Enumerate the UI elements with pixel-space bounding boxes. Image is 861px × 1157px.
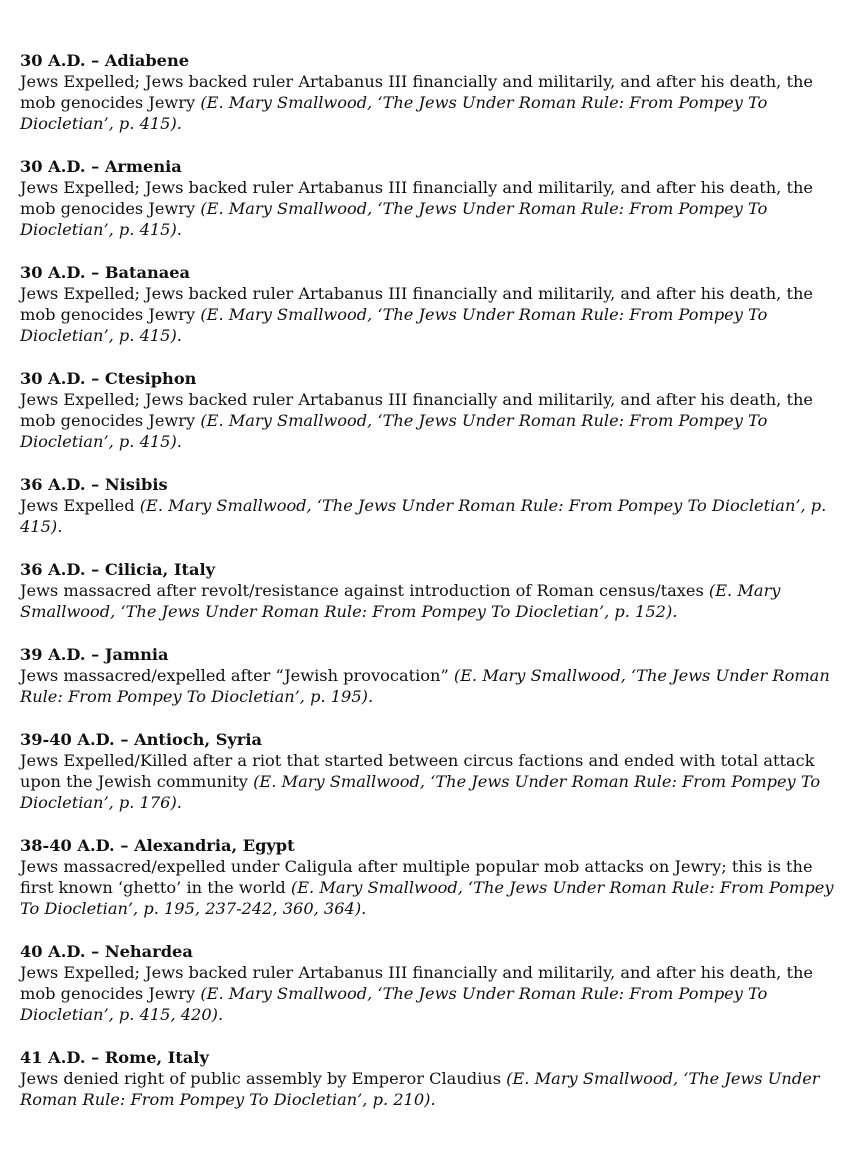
entry-citation: (E. Mary Smallwood, ‘The Jews Under Roman Rule: From Pompey To Diocletian’, p. 415).: [20, 199, 768, 239]
entry-text: Jews Expelled; Jews backed ruler Artabanus III financially and militarily, and after his death, the mob genocides Jewry: [20, 178, 813, 218]
entry-body: [20, 177, 845, 240]
entry-heading: 39-40 A.D. – Antioch, Syria: [20, 730, 262, 749]
entry-citation: (E. Mary Smallwood, ‘The Jews Under Roman Rule: From Pompey To Diocletian’, p. 210).: [20, 1069, 820, 1109]
entry-text: Jews Expelled/Killed after a riot that started between circus factions and ended with total attack upon the Jewish community: [20, 751, 815, 791]
entry-body: [20, 856, 845, 919]
entry-body: [20, 665, 845, 707]
entry-heading: 38-40 A.D. – Alexandria, Egypt: [20, 836, 295, 855]
entry-citation: (E. Mary Smallwood, ‘The Jews Under Roman Rule: From Pompey To Diocletian’, p. 415).: [20, 305, 768, 345]
entry-heading: 39 A.D. – Jamnia: [20, 645, 169, 664]
entry-heading: 36 A.D. – Nisibis: [20, 475, 168, 494]
entry-text: Jews Expelled; Jews backed ruler Artabanus III financially and militarily, and after his death, the mob genocides Jewry: [20, 963, 813, 1003]
entry-nisibis: [20, 474, 845, 537]
entry-citation: (E. Mary Smallwood, ‘The Jews Under Roman Rule: From Pompey To Diocletian’, p. 152).: [20, 581, 781, 621]
entry-citation: (E. Mary Smallwood, ‘The Jews Under Roman Rule: From Pompey To Diocletian’, p. 415).: [20, 496, 827, 536]
entry-citation: (E. Mary Smallwood, ‘The Jews Under Roman Rule: From Pompey To Diocletian’, p. 415, 420).: [20, 984, 768, 1024]
entry-body: [20, 389, 845, 452]
entry-heading: 30 A.D. – Ctesiphon: [20, 369, 197, 388]
entry-citation: (E. Mary Smallwood, ‘The Jews Under Roman Rule: From Pompey To Diocletian’, p. 415).: [20, 93, 768, 133]
entry-text: Jews massacred/expelled under Caligula after multiple popular mob attacks on Jewry; this is the first known ‘ghetto’ in the world: [20, 857, 813, 897]
entry-ctesiphon: [20, 368, 845, 452]
entry-body: [20, 1068, 845, 1110]
entry-text: Jews Expelled; Jews backed ruler Artabanus III financially and militarily, and after his death, the mob genocides Jewry: [20, 390, 813, 430]
entry-text: Jews massacred/expelled after “Jewish provocation”: [20, 666, 454, 685]
entry-text: Jews Expelled; Jews backed ruler Artabanus III financially and militarily, and after his death, the mob genocides Jewry: [20, 284, 813, 324]
entry-body: [20, 962, 845, 1025]
document-page: [20, 50, 845, 1132]
entry-citation: (E. Mary Smallwood, ‘The Jews Under Roman Rule: From Pompey To Diocletian’, p. 195, 237-242, 360, 364).: [20, 878, 834, 918]
entry-rome: [20, 1047, 845, 1110]
entry-text: Jews Expelled; Jews backed ruler Artabanus III financially and militarily, and after his death, the mob genocides Jewry: [20, 72, 813, 112]
entry-heading: 30 A.D. – Adiabene: [20, 51, 190, 70]
entry-body: [20, 495, 845, 537]
entry-body: [20, 750, 845, 813]
entry-heading: 30 A.D. – Batanaea: [20, 263, 190, 282]
entry-heading: 40 A.D. – Nehardea: [20, 942, 193, 961]
entry-adiabene: [20, 50, 845, 134]
entry-heading: 30 A.D. – Armenia: [20, 157, 182, 176]
entry-nehardea: [20, 941, 845, 1025]
entry-cilicia: [20, 559, 845, 622]
entry-body: [20, 580, 845, 622]
entry-text: Jews Expelled: [20, 496, 140, 515]
entry-batanaea: [20, 262, 845, 346]
entry-citation: (E. Mary Smallwood, ‘The Jews Under Roman Rule: From Pompey To Diocletian’, p. 415).: [20, 411, 768, 451]
entry-body: [20, 71, 845, 134]
entry-armenia: [20, 156, 845, 240]
entry-citation: (E. Mary Smallwood, ‘The Jews Under Roman Rule: From Pompey To Diocletian’, p. 176).: [20, 772, 821, 812]
entry-text: Jews massacred after revolt/resistance against introduction of Roman census/taxes: [20, 581, 709, 600]
entry-body: [20, 283, 845, 346]
entry-heading: 36 A.D. – Cilicia, Italy: [20, 560, 216, 579]
entry-heading: 41 A.D. – Rome, Italy: [20, 1048, 209, 1067]
entry-text: Jews denied right of public assembly by Emperor Claudius: [20, 1069, 507, 1088]
entry-citation: (E. Mary Smallwood, ‘The Jews Under Roman Rule: From Pompey To Diocletian’, p. 195).: [20, 666, 830, 706]
entry-antioch: [20, 729, 845, 813]
entry-jamnia: [20, 644, 845, 707]
entry-alexandria: [20, 835, 845, 919]
